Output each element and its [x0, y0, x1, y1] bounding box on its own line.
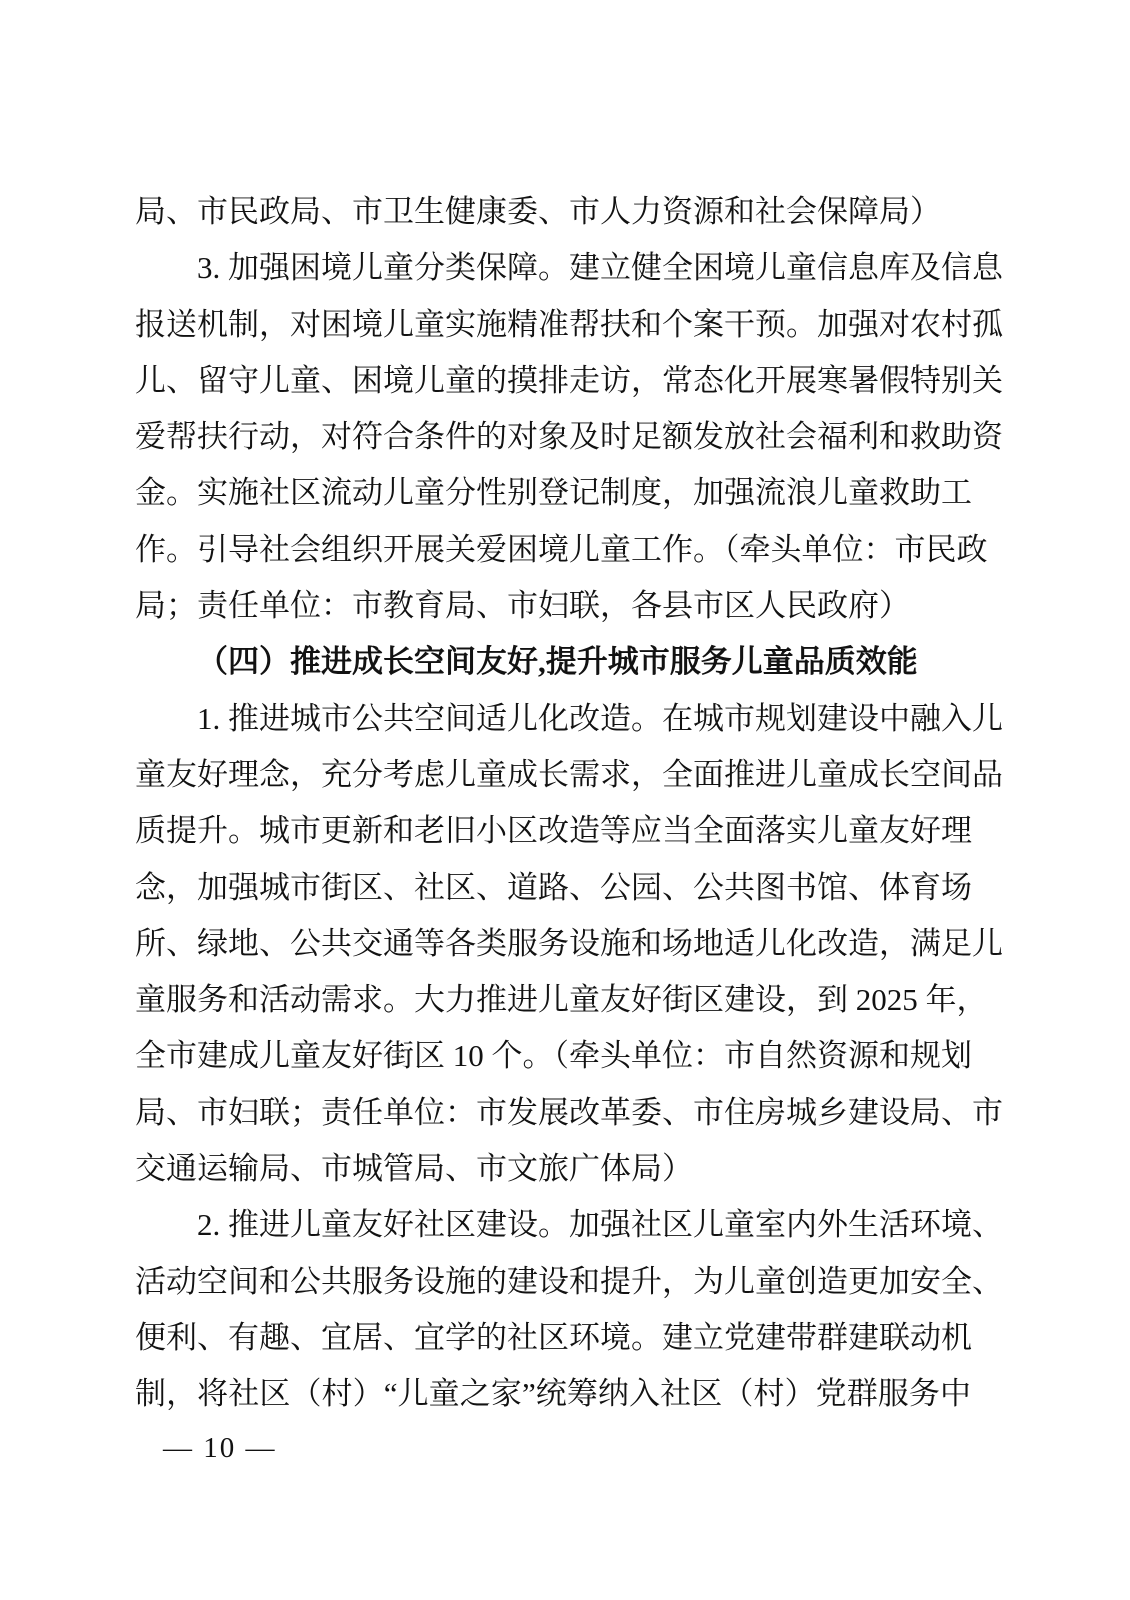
- text-line: 念，加强城市街区、社区、道路、公园、公共图书馆、体育场: [135, 869, 972, 905]
- text-line: 便利、有趣、宜居、宜学的社区环境。建立党建带群建联动机: [135, 1319, 972, 1355]
- text-line: 局、市妇联；责任单位：市发展改革委、市住房城乡建设局、市: [135, 1094, 1003, 1130]
- text-line: 儿、留守儿童、困境儿童的摸排走访，常态化开展寒暑假特别关: [135, 362, 1003, 398]
- text-line: 全市建成儿童友好街区 10 个。（牵头单位：市自然资源和规划: [135, 1038, 972, 1074]
- text-line: 童服务和活动需求。大力推进儿童友好街区建设，到 2025 年，: [135, 982, 988, 1018]
- text-line: 交通运输局、市城管局、市文旅广体局）: [135, 1151, 693, 1187]
- text-line: 制，将社区（村）“儿童之家”统筹纳入社区（村）党群服务中: [135, 1376, 971, 1412]
- text-line: 金。实施社区流动儿童分性别登记制度，加强流浪儿童救助工: [135, 475, 972, 511]
- text-line: 活动空间和公共服务设施的建设和提升，为儿童创造更加安全、: [135, 1263, 1003, 1299]
- text-line: 作。引导社会组织开展关爱困境儿童工作。（牵头单位：市民政: [135, 531, 988, 567]
- text-line: 2. 推进儿童友好社区建设。加强社区儿童室内外生活环境、: [197, 1207, 1003, 1243]
- text-line: 所、绿地、公共交通等各类服务设施和场地适儿化改造，满足儿: [135, 925, 1003, 961]
- text-line: 局、市民政局、市卫生健康委、市人力资源和社会保障局）: [135, 194, 941, 229]
- text-line: 报送机制，对困境儿童实施精准帮扶和个案干预。加强对农村孤: [135, 306, 1003, 342]
- text-line: 局；责任单位：市教育局、市妇联，各县市区人民政府）: [135, 588, 910, 624]
- text-line: 童友好理念，充分考虑儿童成长需求，全面推进儿童成长空间品: [135, 756, 1003, 792]
- text-line: 1. 推进城市公共空间适儿化改造。在城市规划建设中融入儿: [197, 700, 1003, 736]
- text-line: 质提升。城市更新和老旧小区改造等应当全面落实儿童友好理: [135, 813, 972, 849]
- text-line: 3. 加强困境儿童分类保障。建立健全困境儿童信息库及信息: [197, 250, 1003, 286]
- document-body: [135, 184, 1003, 1423]
- text-line: 爱帮扶行动，对符合条件的对象及时足额发放社会福利和救助资: [135, 419, 1003, 455]
- section-heading: （四）推进成长空间友好,提升城市服务儿童品质效能: [197, 644, 918, 680]
- page-number: — 10 —: [163, 1432, 277, 1464]
